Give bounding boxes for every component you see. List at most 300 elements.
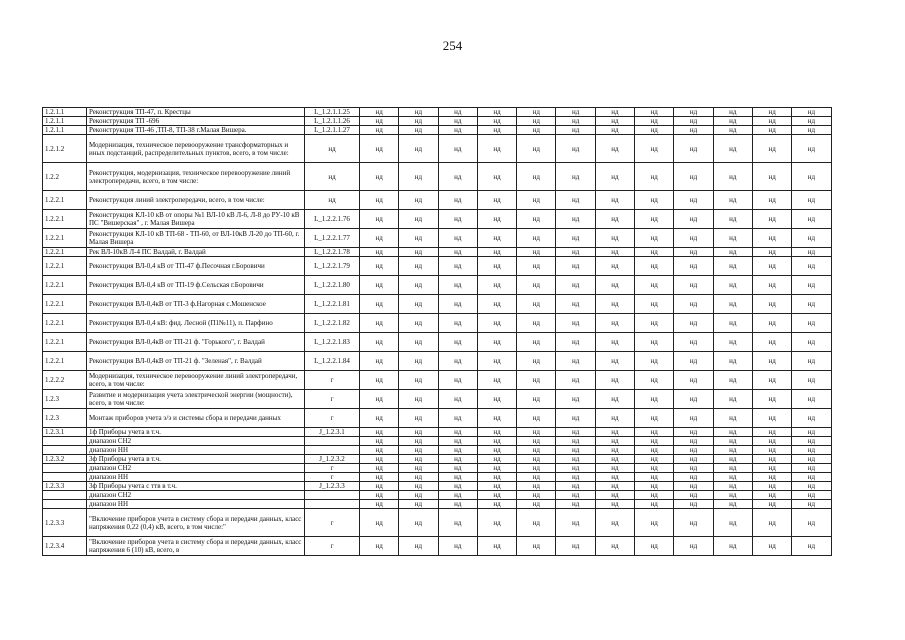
row-name-cell: Реконструкция ВЛ-0,4 кВ: фид. Лесной (П1№11), п. Парфино [87, 314, 305, 333]
value-cell: нд [556, 437, 595, 446]
value-cell: нд [595, 371, 634, 390]
value-cell: нд [360, 428, 399, 437]
value-cell: нд [713, 500, 752, 509]
value-cell: нд [635, 108, 674, 117]
value-cell: нд [556, 248, 595, 257]
value-cell: нд [752, 210, 791, 229]
value-cell: нд [752, 455, 791, 464]
row-code-cell [43, 464, 87, 473]
value-cell: нд [595, 390, 634, 409]
value-cell: нд [792, 500, 831, 509]
row-name-cell: 3ф Приборы учета с ттв в т.ч. [87, 482, 305, 491]
value-cell: нд [438, 191, 477, 210]
value-cell: нд [477, 108, 516, 117]
value-cell: нд [360, 135, 399, 163]
value-cell: нд [517, 390, 556, 409]
table-row [43, 108, 871, 117]
row-code-cell [43, 500, 87, 509]
value-cell: нд [477, 295, 516, 314]
value-cell: нд [399, 437, 438, 446]
value-cell: нд [713, 314, 752, 333]
value-cell: нд [713, 352, 752, 371]
row-name-cell: диапазон НН [87, 500, 305, 509]
value-cell: нд [635, 257, 674, 276]
value-cell: нд [399, 117, 438, 126]
value-cell: нд [792, 295, 831, 314]
value-cell: нд [792, 126, 831, 135]
value-cell: нд [477, 352, 516, 371]
value-cell: нд [399, 509, 438, 537]
value-cell: нд [635, 473, 674, 482]
value-cell: нд [438, 117, 477, 126]
value-cell: нд [438, 437, 477, 446]
value-cell: нд [399, 428, 438, 437]
value-cell: нд [477, 333, 516, 352]
table-row [43, 352, 871, 371]
value-cell: нд [399, 314, 438, 333]
value-cell: нд [438, 135, 477, 163]
value-cell: нд [556, 464, 595, 473]
row-id-cell [305, 437, 360, 446]
row-code-cell: 1.2.2.1 [43, 210, 87, 229]
value-cell: нд [438, 314, 477, 333]
row-id-cell: L_1.2.2.1.81 [305, 295, 360, 314]
value-cell: нд [792, 509, 831, 537]
value-cell: нд [635, 371, 674, 390]
value-cell: нд [713, 371, 752, 390]
value-cell: нд [713, 428, 752, 437]
value-cell: нд [674, 117, 713, 126]
value-cell: нд [517, 428, 556, 437]
row-id-cell: г [305, 390, 360, 409]
value-cell: нд [477, 509, 516, 537]
row-id-cell [305, 500, 360, 509]
value-cell: нд [595, 537, 634, 556]
table-row [43, 537, 871, 556]
value-cell: нд [556, 314, 595, 333]
value-cell: нд [792, 229, 831, 248]
table-row [43, 135, 871, 163]
value-cell: нд [556, 455, 595, 464]
value-cell: нд [556, 163, 595, 191]
value-cell: нд [399, 500, 438, 509]
value-cell: нд [399, 229, 438, 248]
value-cell: нд [360, 482, 399, 491]
row-id-cell: нд [305, 135, 360, 163]
value-cell: нд [477, 371, 516, 390]
value-cell: нд [792, 276, 831, 295]
value-cell: нд [595, 500, 634, 509]
value-cell: нд [595, 409, 634, 428]
row-code-cell: 1.2.2.1 [43, 295, 87, 314]
value-cell: нд [635, 135, 674, 163]
value-cell: нд [713, 295, 752, 314]
row-id-cell: г [305, 371, 360, 390]
value-cell: нд [752, 117, 791, 126]
value-cell: нд [595, 191, 634, 210]
value-cell: нд [752, 229, 791, 248]
value-cell: нд [595, 276, 634, 295]
table-row [43, 500, 871, 509]
value-cell: нд [360, 248, 399, 257]
row-code-cell: 1.2.3.2 [43, 455, 87, 464]
value-cell: нд [556, 428, 595, 437]
table-row [43, 117, 871, 126]
value-cell: нд [360, 276, 399, 295]
value-cell: нд [595, 126, 634, 135]
value-cell: нд [674, 135, 713, 163]
value-cell: нд [674, 295, 713, 314]
value-cell: нд [438, 295, 477, 314]
value-cell: нд [635, 352, 674, 371]
value-cell: нд [517, 191, 556, 210]
value-cell: нд [752, 509, 791, 537]
value-cell: нд [477, 314, 516, 333]
value-cell: нд [635, 248, 674, 257]
value-cell: нд [517, 163, 556, 191]
value-cell: нд [635, 163, 674, 191]
value-cell: нд [792, 428, 831, 437]
value-cell: нд [477, 473, 516, 482]
value-cell: нд [438, 276, 477, 295]
table-row [43, 276, 871, 295]
row-code-cell: 1.2.1.2 [43, 135, 87, 163]
table-row [43, 455, 871, 464]
value-cell: нд [595, 509, 634, 537]
value-cell: нд [360, 409, 399, 428]
value-cell: нд [713, 446, 752, 455]
value-cell: нд [635, 276, 674, 295]
value-cell: нд [713, 509, 752, 537]
value-cell: нд [399, 491, 438, 500]
value-cell: нд [595, 108, 634, 117]
value-cell: нд [674, 191, 713, 210]
value-cell: нд [517, 108, 556, 117]
row-name-cell: диапазон НН [87, 473, 305, 482]
value-cell: нд [399, 352, 438, 371]
value-cell: нд [713, 248, 752, 257]
value-cell: нд [477, 229, 516, 248]
value-cell: нд [399, 126, 438, 135]
value-cell: нд [595, 428, 634, 437]
value-cell: нд [517, 295, 556, 314]
row-code-cell: 1.2.2.1 [43, 229, 87, 248]
value-cell: нд [635, 491, 674, 500]
value-cell: нд [752, 191, 791, 210]
row-id-cell: г [305, 464, 360, 473]
value-cell: нд [674, 210, 713, 229]
row-code-cell: 1.2.2.1 [43, 248, 87, 257]
row-name-cell: Реконструкция ВЛ-0,4кВ от ТП-21 ф. "Зеленая", г. Валдай [87, 352, 305, 371]
value-cell: нд [595, 135, 634, 163]
row-id-cell: L_1.2.2.1.79 [305, 257, 360, 276]
value-cell: нд [399, 409, 438, 428]
value-cell: нд [674, 229, 713, 248]
value-cell: нд [674, 371, 713, 390]
value-cell: нд [477, 482, 516, 491]
value-cell: нд [399, 482, 438, 491]
value-cell: нд [517, 509, 556, 537]
value-cell: нд [752, 352, 791, 371]
value-cell: нд [752, 257, 791, 276]
value-cell: нд [556, 229, 595, 248]
value-cell: нд [635, 210, 674, 229]
row-name-cell: Реконструкция ВЛ-0,4 кВ от ТП-47 ф.Песочная г.Боровичи [87, 257, 305, 276]
value-cell: нд [556, 482, 595, 491]
value-cell: нд [674, 126, 713, 135]
row-name-cell: "Включение приборов учета в систему сбора и передачи данных, класс напряжения 0,22 (0,4) кВ, всего, в том числе:" [87, 509, 305, 537]
value-cell: нд [360, 229, 399, 248]
value-cell: нд [438, 409, 477, 428]
value-cell: нд [399, 108, 438, 117]
value-cell: нд [713, 210, 752, 229]
value-cell: нд [477, 248, 516, 257]
value-cell: нд [556, 509, 595, 537]
row-code-cell: 1.2.3.3 [43, 482, 87, 491]
value-cell: нд [517, 257, 556, 276]
value-cell: нд [556, 210, 595, 229]
value-cell: нд [674, 464, 713, 473]
value-cell: нд [360, 117, 399, 126]
value-cell: нд [556, 257, 595, 276]
value-cell: нд [438, 500, 477, 509]
value-cell: нд [360, 473, 399, 482]
value-cell: нд [713, 473, 752, 482]
value-cell: нд [477, 191, 516, 210]
row-code-cell: 1.2.2.2 [43, 371, 87, 390]
table-row [43, 437, 871, 446]
value-cell: нд [752, 428, 791, 437]
value-cell: нд [674, 333, 713, 352]
value-cell: нд [556, 135, 595, 163]
table-row [43, 509, 871, 537]
value-cell: нд [792, 163, 831, 191]
row-id-cell: L_1.2.2.1.84 [305, 352, 360, 371]
value-cell: нд [595, 210, 634, 229]
value-cell: нд [674, 509, 713, 537]
value-cell: нд [477, 428, 516, 437]
value-cell: нд [635, 455, 674, 464]
value-cell: нд [399, 537, 438, 556]
value-cell: нд [556, 537, 595, 556]
row-name-cell: диапазон СН2 [87, 491, 305, 500]
table-row [43, 248, 871, 257]
row-name-cell: Реконструкция ВЛ-0,4 кВ от ТП-19 ф.Сельская г.Боровичи [87, 276, 305, 295]
value-cell: нд [674, 537, 713, 556]
value-cell: нд [517, 537, 556, 556]
value-cell: нд [477, 446, 516, 455]
value-cell: нд [713, 437, 752, 446]
value-cell: нд [595, 482, 634, 491]
value-cell: нд [752, 409, 791, 428]
value-cell: нд [517, 229, 556, 248]
value-cell: нд [477, 455, 516, 464]
value-cell: нд [360, 210, 399, 229]
row-code-cell: 1.2.3 [43, 390, 87, 409]
value-cell: нд [595, 257, 634, 276]
table-row [43, 464, 871, 473]
value-cell: нд [399, 163, 438, 191]
value-cell: нд [792, 352, 831, 371]
row-name-cell: Реконструкция ТП-46 ,ТП-8, ТП-38 г.Малая Вишера. [87, 126, 305, 135]
value-cell: нд [713, 491, 752, 500]
row-id-cell: J_1.2.3.1 [305, 428, 360, 437]
value-cell: нд [674, 248, 713, 257]
value-cell: нд [477, 500, 516, 509]
value-cell: нд [360, 295, 399, 314]
value-cell: нд [438, 464, 477, 473]
row-id-cell: J_1.2.3.3 [305, 482, 360, 491]
row-name-cell: 3ф Приборы учета в т.ч. [87, 455, 305, 464]
value-cell: нд [635, 191, 674, 210]
value-cell: нд [438, 257, 477, 276]
table-row [43, 390, 871, 409]
row-name-cell: Реконструкция линий электропередачи, всего, в том числе: [87, 191, 305, 210]
row-code-cell: 1.2.3.4 [43, 537, 87, 556]
value-cell: нд [752, 446, 791, 455]
value-cell: нд [517, 117, 556, 126]
row-id-cell: нд [305, 163, 360, 191]
row-name-cell: Монтаж приборов учета э/э и системы сбора и передачи данных [87, 409, 305, 428]
value-cell: нд [595, 437, 634, 446]
value-cell: нд [792, 248, 831, 257]
value-cell: нд [752, 314, 791, 333]
value-cell: нд [713, 229, 752, 248]
value-cell: нд [360, 455, 399, 464]
value-cell: нд [674, 446, 713, 455]
value-cell: нд [752, 163, 791, 191]
value-cell: нд [517, 491, 556, 500]
value-cell: нд [517, 437, 556, 446]
row-code-cell: 1.2.3.1 [43, 428, 87, 437]
value-cell: нд [752, 295, 791, 314]
value-cell: нд [792, 446, 831, 455]
value-cell: нд [713, 257, 752, 276]
row-name-cell: Модернизация, техническое перевооружение трансформаторных и иных подстанций, распределительных пунктов, всего, в том числе: [87, 135, 305, 163]
value-cell: нд [438, 352, 477, 371]
table-row [43, 210, 871, 229]
row-code-cell: 1.2.3 [43, 409, 87, 428]
value-cell: нд [438, 482, 477, 491]
value-cell: нд [635, 390, 674, 409]
value-cell: нд [674, 437, 713, 446]
value-cell: нд [635, 126, 674, 135]
value-cell: нд [556, 371, 595, 390]
table-row [43, 428, 871, 437]
row-code-cell: 1.2.2.1 [43, 352, 87, 371]
row-code-cell [43, 437, 87, 446]
row-id-cell: L_1.2.1.1.25 [305, 108, 360, 117]
value-cell: нд [556, 276, 595, 295]
value-cell: нд [674, 352, 713, 371]
value-cell: нд [792, 473, 831, 482]
value-cell: нд [438, 248, 477, 257]
value-cell: нд [792, 257, 831, 276]
value-cell: нд [399, 191, 438, 210]
value-cell: нд [360, 352, 399, 371]
value-cell: нд [595, 491, 634, 500]
value-cell: нд [713, 276, 752, 295]
value-cell: нд [517, 409, 556, 428]
value-cell: нд [635, 509, 674, 537]
value-cell: нд [674, 108, 713, 117]
row-code-cell [43, 446, 87, 455]
value-cell: нд [752, 500, 791, 509]
value-cell: нд [438, 446, 477, 455]
value-cell: нд [595, 163, 634, 191]
value-cell: нд [477, 390, 516, 409]
value-cell: нд [399, 371, 438, 390]
value-cell: нд [792, 117, 831, 126]
row-code-cell: 1.2.2.1 [43, 314, 87, 333]
row-id-cell: L_1.2.2.1.76 [305, 210, 360, 229]
value-cell: нд [360, 371, 399, 390]
value-cell: нд [477, 117, 516, 126]
value-cell: нд [556, 191, 595, 210]
value-cell: нд [713, 482, 752, 491]
value-cell: нд [360, 126, 399, 135]
value-cell: нд [674, 428, 713, 437]
value-cell: нд [399, 473, 438, 482]
table-row [43, 446, 871, 455]
value-cell: нд [595, 455, 634, 464]
value-cell: нд [477, 491, 516, 500]
value-cell: нд [360, 537, 399, 556]
value-cell: нд [792, 191, 831, 210]
value-cell: нд [635, 117, 674, 126]
page-number: 254 [442, 38, 463, 53]
value-cell: нд [792, 409, 831, 428]
value-cell: нд [438, 126, 477, 135]
value-cell: нд [360, 333, 399, 352]
value-cell: нд [713, 464, 752, 473]
value-cell: нд [792, 135, 831, 163]
value-cell: нд [360, 108, 399, 117]
value-cell: нд [517, 276, 556, 295]
value-cell: нд [399, 295, 438, 314]
value-cell: нд [713, 126, 752, 135]
row-name-cell: Реконструкция ВЛ-0,4кВ от ТП-21 ф. "Горького", г. Валдай [87, 333, 305, 352]
value-cell: нд [752, 464, 791, 473]
value-cell: нд [517, 446, 556, 455]
row-id-cell: г [305, 473, 360, 482]
row-code-cell: 1.2.3.3 [43, 509, 87, 537]
value-cell: нд [438, 537, 477, 556]
value-cell: нд [438, 229, 477, 248]
value-cell: нд [635, 500, 674, 509]
value-cell: нд [438, 390, 477, 409]
value-cell: нд [713, 537, 752, 556]
value-cell: нд [360, 446, 399, 455]
row-id-cell: L_1.2.2.1.83 [305, 333, 360, 352]
value-cell: нд [517, 248, 556, 257]
value-cell: нд [595, 473, 634, 482]
value-cell: нд [752, 126, 791, 135]
value-cell: нд [752, 473, 791, 482]
value-cell: нд [713, 191, 752, 210]
row-name-cell: Рек ВЛ-10кВ Л-4 ПС Валдай, г. Валдай [87, 248, 305, 257]
row-id-cell: нд [305, 191, 360, 210]
value-cell: нд [360, 500, 399, 509]
row-code-cell: 1.2.2.1 [43, 191, 87, 210]
value-cell: нд [752, 108, 791, 117]
value-cell: нд [556, 333, 595, 352]
row-code-cell [43, 491, 87, 500]
row-code-cell: 1.2.2 [43, 163, 87, 191]
value-cell: нд [477, 437, 516, 446]
value-cell: нд [477, 276, 516, 295]
value-cell: нд [752, 248, 791, 257]
